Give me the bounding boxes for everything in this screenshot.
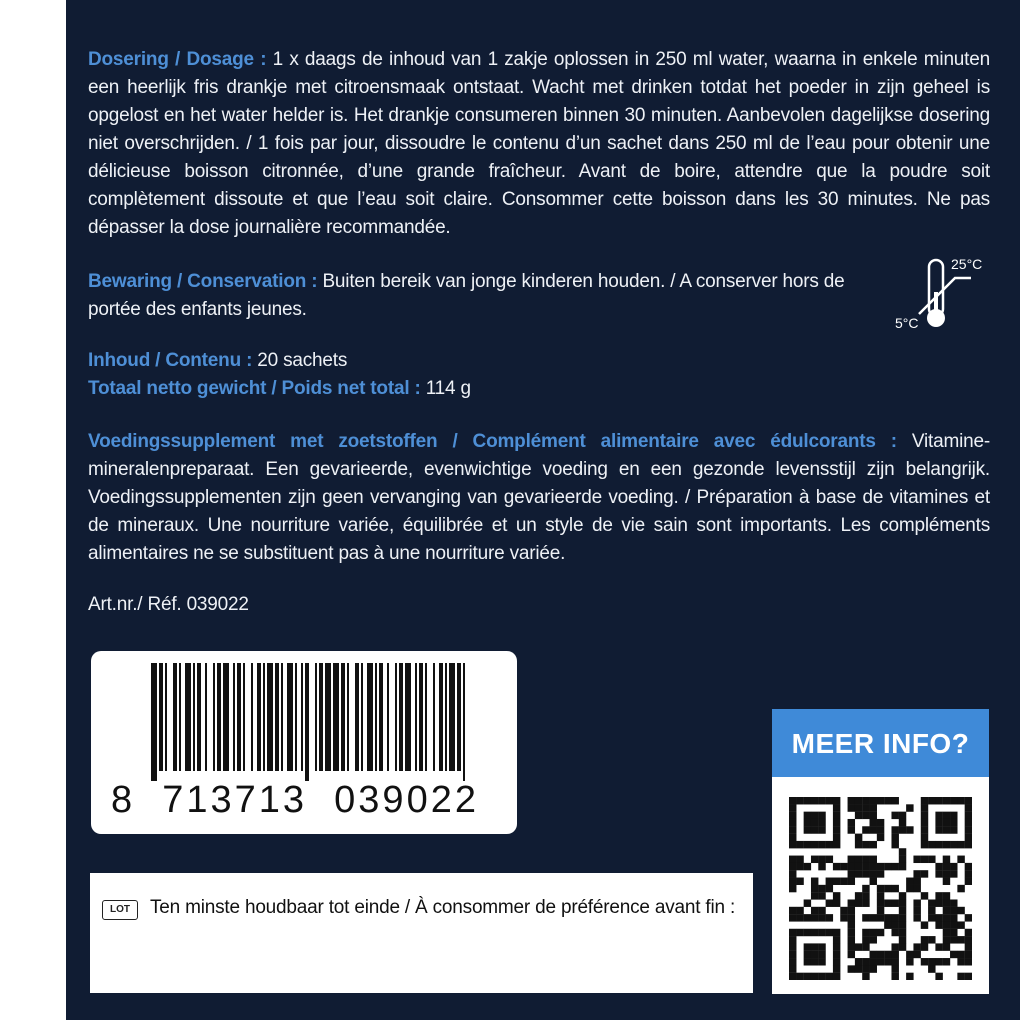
barcode-bar <box>165 663 167 771</box>
barcode-bar <box>379 663 383 771</box>
lot-badge: LOT <box>102 900 138 920</box>
barcode-bar <box>367 663 373 771</box>
barcode-bar <box>325 663 331 771</box>
barcode-bar <box>257 663 261 771</box>
storage-text: Buiten bereik van jonge kinderen houden. / A conserver hors de portée des enfants jeunes. <box>88 271 845 320</box>
article-ref: Art.nr./ Réf. 039022 <box>88 594 249 615</box>
barcode-bar <box>237 663 241 771</box>
barcode-bar <box>341 663 345 771</box>
temp-max: 25°C <box>951 256 983 272</box>
dosage-section <box>88 46 990 242</box>
barcode-bar <box>251 663 253 771</box>
barcode-bar <box>425 663 427 771</box>
barcode <box>91 651 517 834</box>
barcode-bar <box>217 663 221 771</box>
barcode-digits: 8 713713 039022 <box>111 779 479 821</box>
barcode-bar <box>287 663 293 771</box>
supplement-label: Voedingssupplement met zoetstoffen / Complément alimentaire avec édulcorants : <box>88 431 897 452</box>
barcode-bar <box>243 663 245 771</box>
barcode-bar <box>185 663 191 771</box>
more-info-title: MEER INFO? <box>772 709 989 777</box>
barcode-bar <box>355 663 359 771</box>
dosage-label: Dosering / Dosage : <box>88 49 267 70</box>
barcode-bar <box>281 663 283 771</box>
barcode-bar <box>173 663 177 771</box>
barcode-bar <box>295 663 297 771</box>
temp-min: 5°C <box>895 315 919 331</box>
best-before-box <box>90 873 753 993</box>
weight-value: 114 g <box>420 378 471 399</box>
barcode-bar <box>387 663 389 771</box>
barcode-bar <box>315 663 317 771</box>
barcode-bar <box>445 663 447 771</box>
barcode-bar <box>213 663 215 771</box>
barcode-bar <box>179 663 181 771</box>
barcode-bar <box>275 663 279 771</box>
barcode-bar <box>405 663 411 771</box>
dosage-text: 1 x daags de inhoud van 1 zakje oplossen in 250 ml water, waarna in enkele minuten een heerlijk fris drankje met citroensmaak ontstaat. Wacht met drinken totdat het poeder in zijn geheel is opgelost en het water helder is. Het drankje consumeren binnen 30 minuten. Aanbevolen dagelijkse dosering niet overschrijden. / 1 fois par jour, dissoudre le contenu d’un sachet dans 250 ml de l’eau pour obtenir une délicieuse boisson citronnée, d’une grande fraîcheur. Avant de boire, attendre que la poudre soit complètement dissoute et que l’eau soit claire. Consommer cette boisson dans les 30 minutes. Ne pas dépasser la dose journalière recommandée. <box>88 49 990 238</box>
barcode-bar <box>159 663 163 771</box>
barcode-bar <box>267 663 273 771</box>
barcode-bar <box>347 663 349 771</box>
weight-label: Totaal netto gewicht / Poids net total : <box>88 378 421 399</box>
barcode-bar <box>433 663 435 771</box>
barcode-bar <box>223 663 229 771</box>
more-info-panel <box>772 709 989 994</box>
thermometer-icon <box>895 252 995 334</box>
barcode-bar <box>193 663 195 771</box>
storage-label: Bewaring / Conservation : <box>88 271 318 292</box>
barcode-bar <box>361 663 363 771</box>
barcode-bar <box>399 663 403 771</box>
contents-label: Inhoud / Contenu : <box>88 350 253 371</box>
supplement-section <box>88 428 990 568</box>
qr-code-icon[interactable] <box>789 797 972 980</box>
barcode-bar <box>301 663 303 771</box>
contents-value: 20 sachets <box>252 350 348 371</box>
contents-section <box>88 347 888 403</box>
barcode-bar <box>333 663 339 771</box>
barcode-bar <box>305 663 309 781</box>
barcode-bar <box>263 663 265 771</box>
barcode-bar <box>151 663 157 781</box>
best-before-text: Ten minste houdbaar tot einde / À consommer de préférence avant fin : <box>150 897 736 918</box>
storage-section <box>88 268 888 324</box>
supplement-text: Vitamine-mineralenpreparaat. Een gevarieerde, evenwichtige voeding en een gezonde levensstijl zijn belangrijk. Voedingssupplementen zijn geen vervanging van gevarieerde voeding. / Préparation à base de vitamines et de mineraux. Une nourriture variée, équilibrée et un style de vie sain sont importants. Les compléments alimentaires ne se substituent pas à une nourriture variée. <box>88 431 990 564</box>
barcode-bar <box>439 663 443 771</box>
barcode-bar <box>197 663 201 771</box>
barcode-bar <box>233 663 235 771</box>
barcode-bar <box>375 663 377 771</box>
barcode-bar <box>449 663 455 771</box>
barcode-bars <box>151 663 471 781</box>
barcode-bar <box>319 663 323 771</box>
barcode-bar <box>419 663 423 771</box>
barcode-bar <box>205 663 207 771</box>
barcode-bar <box>457 663 461 771</box>
barcode-bar <box>415 663 417 771</box>
barcode-bar <box>463 663 465 781</box>
barcode-bar <box>395 663 397 771</box>
